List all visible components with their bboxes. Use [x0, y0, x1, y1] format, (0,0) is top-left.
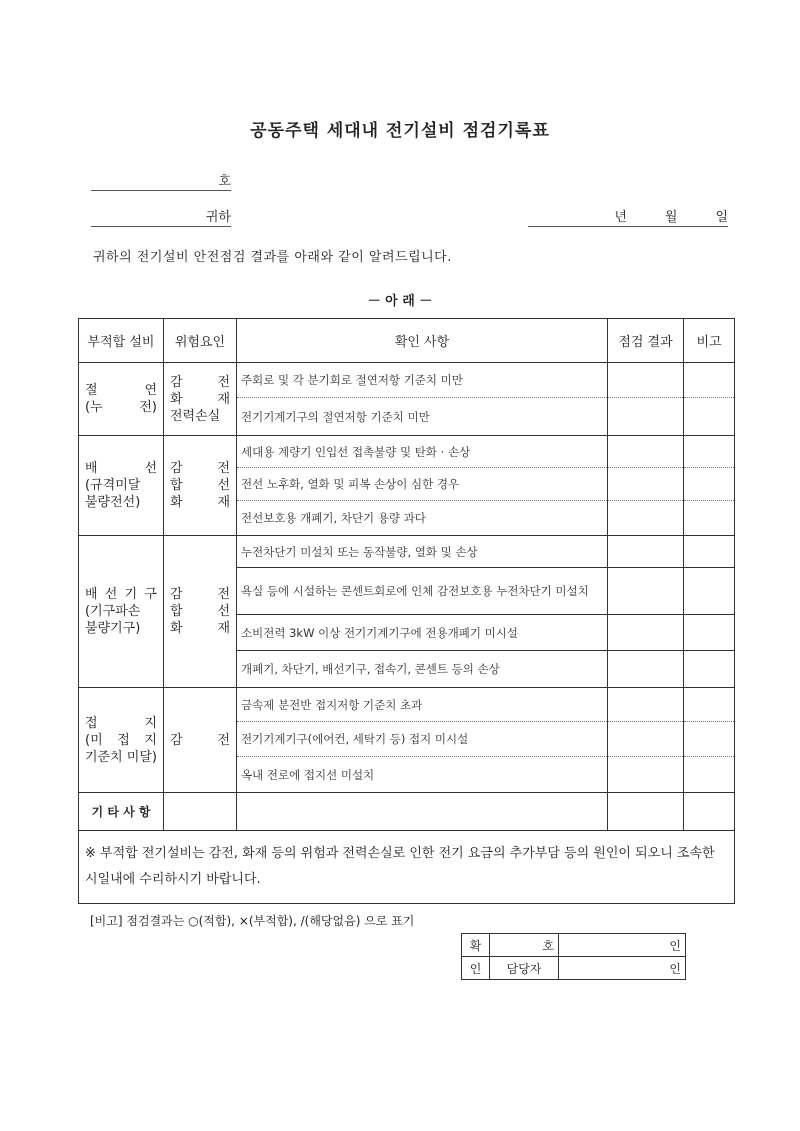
result-cell[interactable]	[608, 536, 684, 568]
remark-cell[interactable]	[684, 722, 735, 757]
table-header-row	[79, 319, 735, 363]
ho-label: 호	[218, 174, 231, 189]
check-item: 전기기계기구(에어컨, 세탁기 등) 접지 미시설	[237, 722, 608, 757]
col-header-remarks: 비고	[684, 319, 735, 363]
remark-cell[interactable]	[684, 398, 735, 436]
check-item: 개폐기, 차단기, 배선기구, 접속기, 콘센트 등의 손상	[237, 651, 608, 688]
result-cell[interactable]	[608, 793, 684, 831]
table-row	[79, 436, 735, 468]
warning-note: ※ 부적합 전기설비는 감전, 화재 등의 위험과 전력손실로 인한 전기 요금의 추가부담 등의 원인이 되오니 조속한 시일내에 수리하시기 바랍니다.	[79, 831, 735, 904]
result-cell[interactable]	[608, 501, 684, 536]
check-item: 누전차단기 미설치 또는 동작불량, 열화 및 손상	[237, 536, 608, 568]
remark-cell[interactable]	[684, 436, 735, 468]
check-item: 금속제 분전반 접지저항 기준치 초과	[237, 688, 608, 722]
note-row	[79, 831, 735, 904]
result-cell[interactable]	[608, 363, 684, 398]
remark-cell[interactable]	[684, 615, 735, 651]
result-cell[interactable]	[608, 757, 684, 793]
check-item: 전기기계기구의 절연저항 기준치 미만	[237, 398, 608, 436]
confirm-seal-2[interactable]: 인	[559, 957, 686, 980]
inspection-table	[78, 318, 735, 904]
check-item: 세대용 계량기 인입선 접촉불량 및 탄화 · 손상	[237, 436, 608, 468]
remark-cell[interactable]	[684, 501, 735, 536]
equipment-insulation: 절 연 (누 전)	[79, 363, 164, 436]
recipient-label: 귀하	[205, 210, 231, 225]
equipment-wiring-devices: 배 선 기 구 (기구파손 불량기구)	[79, 536, 164, 688]
col-header-equipment: 부적합 설비	[79, 319, 164, 363]
hazard-grounding: 감 전	[164, 688, 237, 793]
confirm-label-top: 확	[462, 934, 490, 957]
day-label: 일	[715, 210, 728, 225]
date-field[interactable]	[528, 206, 728, 227]
remark-cell[interactable]	[684, 568, 735, 615]
remark-cell[interactable]	[684, 651, 735, 688]
other-row	[79, 793, 735, 831]
table-row	[79, 363, 735, 398]
remark-cell[interactable]	[684, 757, 735, 793]
check-item: 욕실 등에 시설하는 콘센트회로에 인체 감전보호용 누전차단기 미설치	[237, 568, 608, 615]
document-title: 공동주택 세대내 전기설비 점검기록표	[250, 121, 550, 141]
below-heading: － 아 래 －	[367, 294, 433, 309]
remark-cell[interactable]	[684, 536, 735, 568]
other-item-cell[interactable]	[237, 793, 608, 831]
confirm-label-bottom: 인	[462, 957, 490, 980]
result-cell[interactable]	[608, 436, 684, 468]
result-cell[interactable]	[608, 568, 684, 615]
recipient-field[interactable]	[91, 206, 231, 227]
confirm-ho-label: 호	[490, 934, 559, 957]
result-cell[interactable]	[608, 722, 684, 757]
table-row	[79, 688, 735, 722]
check-item: 옥내 전로에 접지선 미설치	[237, 757, 608, 793]
hazard-insulation: 감 전 화 재 전력손실	[164, 363, 237, 436]
other-hazard-cell[interactable]	[164, 793, 237, 831]
month-label: 월	[664, 210, 678, 225]
year-label: 년	[614, 210, 627, 225]
result-cell[interactable]	[608, 398, 684, 436]
confirmation-table	[461, 933, 686, 980]
hazard-wiring-devices: 감 전 합 선 화 재	[164, 536, 237, 688]
remark-cell[interactable]	[684, 468, 735, 501]
result-cell[interactable]	[608, 651, 684, 688]
check-item: 소비전력 3kW 이상 전기기계기구에 전용개폐기 미시설	[237, 615, 608, 651]
check-item: 전선보호용 개폐기, 차단기 용량 과다	[237, 501, 608, 536]
result-cell[interactable]	[608, 615, 684, 651]
remark-cell[interactable]	[684, 363, 735, 398]
equipment-grounding: 접 지 (미 접 지 기준치 미달)	[79, 688, 164, 793]
table-row	[79, 536, 735, 568]
confirm-inspector-label: 담당자	[490, 957, 559, 980]
confirm-seal-1[interactable]: 인	[559, 934, 686, 957]
check-item: 주회로 및 각 분기회로 절연저항 기준치 미만	[237, 363, 608, 398]
result-cell[interactable]	[608, 688, 684, 722]
equipment-wiring: 배 선 (규격미달 불량전선)	[79, 436, 164, 536]
intro-text: 귀하의 전기설비 안전점검 결과를 아래와 같이 알려드립니다.	[93, 250, 452, 265]
remark-cell[interactable]	[684, 793, 735, 831]
col-header-result: 점검 결과	[608, 319, 684, 363]
remark-legend: [비고] 점검결과는 ○(적합), ×(부적합), /(해당없음) 으로 표기	[90, 914, 415, 928]
hazard-wiring: 감 전 합 선 화 재	[164, 436, 237, 536]
result-cell[interactable]	[608, 468, 684, 501]
other-label: 기 타 사 항	[79, 793, 164, 831]
col-header-check-items: 확인 사항	[237, 319, 608, 363]
check-item: 전선 노후화, 열화 및 피복 손상이 심한 경우	[237, 468, 608, 501]
col-header-hazard: 위험요인	[164, 319, 237, 363]
remark-cell[interactable]	[684, 688, 735, 722]
unit-number-field[interactable]	[91, 170, 231, 191]
